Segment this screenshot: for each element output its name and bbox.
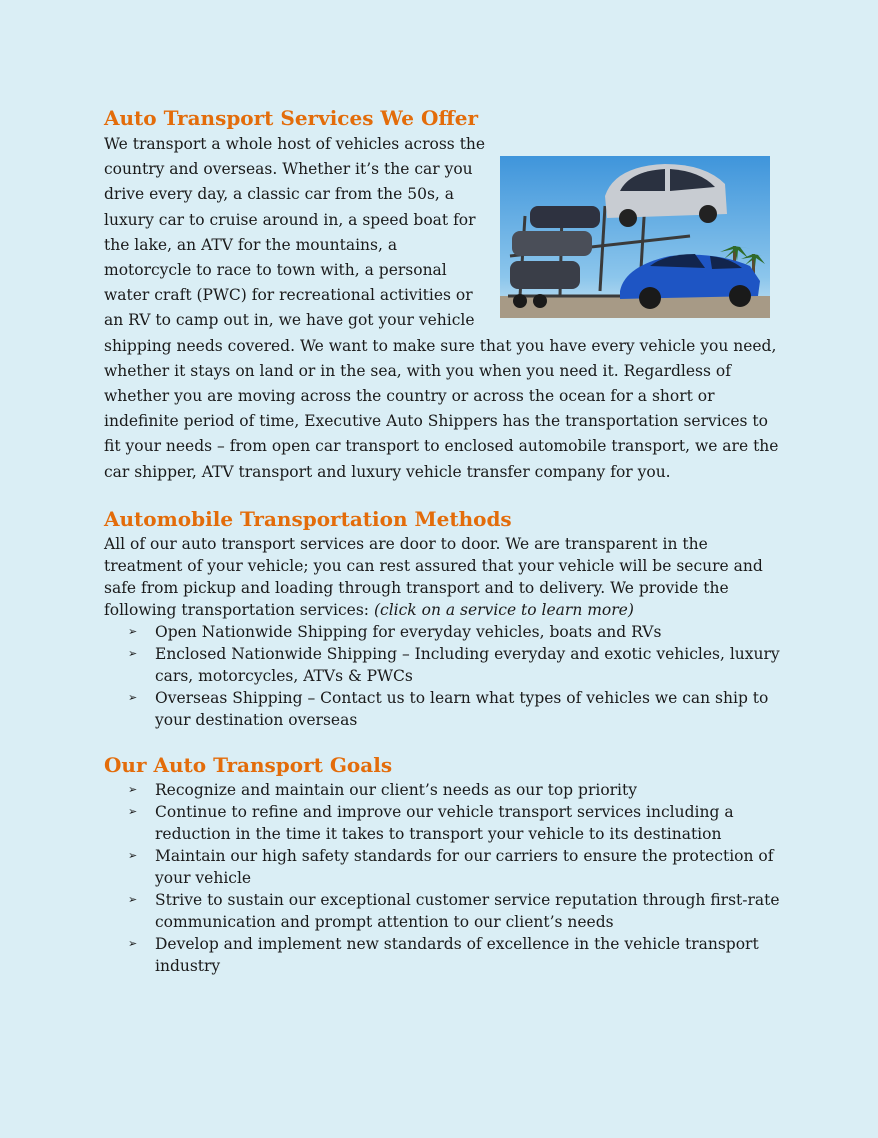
services-list bbox=[104, 621, 784, 731]
heading-services: Auto Transport Services We Offer bbox=[104, 106, 479, 130]
arrow-bullet-icon: ➢ bbox=[128, 646, 138, 660]
list-item-text: Continue to refine and improve our vehicle transport services including a reduction in the time it takes to transport your vehicle to its destination bbox=[155, 802, 734, 843]
list-item-text: Enclosed Nationwide Shipping – Including everyday and exotic vehicles, luxury cars, motorcycles, ATVs & PWCs bbox=[155, 644, 780, 685]
list-item-text: Recognize and maintain our client’s needs as our top priority bbox=[155, 780, 637, 799]
arrow-bullet-icon: ➢ bbox=[128, 892, 138, 906]
goal-item bbox=[104, 845, 784, 889]
arrow-bullet-icon: ➢ bbox=[128, 690, 138, 704]
heading-goals: Our Auto Transport Goals bbox=[104, 752, 393, 777]
list-item-text: Maintain our high safety standards for our carriers to ensure the protection of your vehicle bbox=[155, 846, 774, 887]
list-item-text: Develop and implement new standards of excellence in the vehicle transport industry bbox=[155, 934, 759, 975]
list-item-text: Strive to sustain our exceptional customer service reputation through first-rate communication and prompt attention to our client’s needs bbox=[155, 890, 780, 931]
methods-paragraph bbox=[104, 533, 784, 621]
goals-list bbox=[104, 779, 784, 977]
arrow-bullet-icon: ➢ bbox=[128, 936, 138, 950]
service-item-overseas[interactable] bbox=[104, 687, 784, 731]
arrow-bullet-icon: ➢ bbox=[128, 848, 138, 862]
goal-item bbox=[104, 889, 784, 933]
goal-item bbox=[104, 779, 784, 801]
goal-item bbox=[104, 801, 784, 845]
service-item-enclosed[interactable] bbox=[104, 643, 784, 687]
service-item-open[interactable] bbox=[104, 621, 784, 643]
list-item-text: Overseas Shipping – Contact us to learn what types of vehicles we can ship to your destination overseas bbox=[155, 688, 769, 729]
list-item-text: Open Nationwide Shipping for everyday vehicles, boats and RVs bbox=[155, 622, 662, 641]
arrow-bullet-icon: ➢ bbox=[128, 782, 138, 796]
arrow-bullet-icon: ➢ bbox=[128, 624, 138, 638]
services-paragraph: We transport a whole host of vehicles across the country and overseas. Whether it’s the car you drive every day, a classic car from the 50s, a luxury car to cruise around in, a speed boat for the lake, an ATV for the mountains, a motorcycle to race to town with, a personal water craft (PWC) for recreational activities or an RV to camp out in, we have got your vehicle shipping needs covered. We want to make sure that you have every vehicle you need, whether it stays on land or in the sea, with you when you need it. Regardless of whether you are moving across the country or across the ocean for a short or indefinite period of time, Executive Auto Shippers has the transportation services to fit your needs – from open car transport to enclosed automobile transport, we are the car shipper, ATV transport and luxury vehicle transfer company for you. bbox=[104, 135, 779, 481]
car-carrier-photo bbox=[500, 156, 770, 318]
document-body bbox=[104, 104, 784, 977]
heading-methods: Automobile Transportation Methods bbox=[104, 506, 512, 531]
methods-paragraph-text: All of our auto transport services are door to door. We are transparent in the treatment of your vehicle; you can rest assured that your vehicle will be secure and safe from pickup and loading through transport and to delivery. We provide the following transportation services: bbox=[104, 534, 763, 619]
arrow-bullet-icon: ➢ bbox=[128, 804, 138, 818]
goal-item bbox=[104, 933, 784, 977]
methods-paragraph-note: (click on a service to learn more) bbox=[373, 600, 634, 619]
